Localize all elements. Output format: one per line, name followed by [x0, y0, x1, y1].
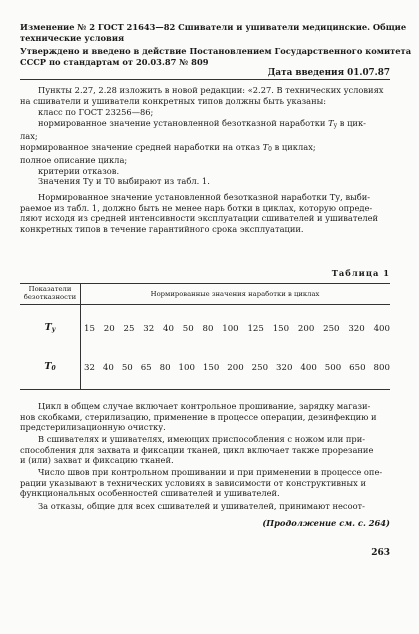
para1-line-4: конкретных типов в течение гарантийного срока эксплуатации. [20, 223, 304, 234]
table-cell: 320 [276, 363, 293, 373]
table-cell: 50 [182, 324, 194, 334]
table-row-tu-label: Tу [44, 322, 56, 333]
cycle-paragraph [20, 401, 390, 433]
table-col2-header: Нормированные значения наработки в циклах [150, 290, 320, 298]
table-column-separator [80, 283, 81, 389]
table-cell: 200 [297, 324, 315, 334]
document-header [20, 22, 407, 43]
table-cell: 200 [227, 363, 244, 373]
table-caption: Таблица 1 [331, 268, 390, 278]
para3-line-2: способления для захвата и фиксации тканей, цикл включает также прорезание [20, 444, 374, 455]
para3-line-3: и (или) захват и фиксацию тканей. [20, 455, 174, 465]
para2-line-2: нов скобками, стерилизацию, применение в процессе операции, дезинфекцию и [20, 411, 377, 422]
para4-line-1: Число швов при контрольном прошивании и при применении в процессе опе- [38, 467, 383, 477]
list-item-values: Значения Tу и T0 выбирают из табл. 1. [38, 176, 210, 186]
failures-paragraph [20, 501, 390, 512]
table-cell: 800 [373, 363, 390, 373]
para2-line-1: Цикл в общем случае включает контрольное прошивание, зарядку магази- [38, 401, 371, 411]
table-cell: 80 [202, 324, 214, 334]
table-cell: 125 [247, 324, 264, 334]
table-cell: 65 [140, 363, 152, 373]
list-item-reliability: нормированное значение установленной безотказной наработки Tу в цик- [38, 117, 366, 129]
table-bottom-rule [20, 389, 390, 390]
table-cell: 32 [84, 363, 95, 373]
stitches-paragraph [20, 467, 390, 499]
para5-line-1: За отказы, общие для всех сшивателей и ушивателей, принимают несоот- [38, 501, 365, 511]
approval-line-2: СССР по стандартам от 20.03.87 № 809 [20, 56, 209, 67]
table-cell: 20 [103, 324, 115, 334]
header-rule [20, 79, 390, 80]
table-cell: 250 [323, 324, 340, 334]
header-line-2: технические условия [20, 32, 125, 43]
table-cell: 250 [251, 363, 269, 373]
para1-line-3: ляют исходя из средней интенсивности эксплуатации сшивателей и ушивателей [20, 213, 379, 223]
table-row-t0 [84, 363, 390, 373]
para1-line-2: раемое из табл. 1, должно быть не менее нарь ботки в циклах, которую опреде- [20, 202, 373, 213]
approval-line-1: Утверждено и введено в действие Постановлением Государственного комитета [20, 46, 412, 56]
table-cell: 100 [222, 324, 239, 334]
list-item-cycle: полное описание цикла; [20, 155, 128, 165]
reliability-paragraph [20, 192, 390, 234]
table-cell: 100 [178, 363, 195, 373]
table-cell: 40 [102, 363, 114, 373]
header-line-1: Изменение № 2 ГОСТ 21643—82 Сшиватели и ушиватели медицинские. Общие [20, 22, 407, 32]
approval-block [20, 46, 412, 67]
para4-line-3: функциональных особенностей сшивателей и ушивателей. [20, 488, 280, 498]
para3-line-1: В сшивателях и ушивателях, имеющих приспособления с ножом или при- [38, 434, 366, 444]
intro-line-2: на сшиватели и ушиватели конкретных типов должны быть указаны: [20, 95, 327, 106]
continued-note: (Продолжение см. с. 264) [262, 518, 390, 528]
table-cell: 150 [202, 363, 220, 373]
requirements-list [20, 107, 390, 187]
para2-line-3: предстерилизационную очистку. [20, 422, 166, 432]
intro-line-1: Пункты 2.27, 2.28 изложить в новой редакции: «2.27. В технических условиях [38, 85, 384, 95]
table-cell: 80 [159, 363, 171, 373]
table-row-t0-label: T0 [44, 361, 56, 372]
table-cell: 400 [373, 324, 390, 334]
para1-line-1: Нормированное значение установленной безотказной наработки Tу, выби- [38, 192, 371, 202]
table-col1-header: Показатели безотказности [23, 285, 77, 301]
para4-line-2: рации указывают в технических условиях в зависимости от конструктивных и [20, 477, 366, 488]
table-cell: 50 [121, 363, 133, 373]
table-cell: 40 [163, 324, 174, 334]
effective-date: Дата введения 01.07.87 [267, 68, 390, 78]
intro-paragraph [20, 85, 390, 106]
table-cell: 25 [123, 324, 135, 334]
knife-paragraph [20, 434, 390, 466]
list-item-mtbf: нормированное значение средней наработки на отказ T0 в циклах; [20, 141, 316, 153]
table-cell: 650 [349, 363, 366, 373]
table-cell: 500 [324, 363, 342, 373]
list-item-class: класс по ГОСТ 23256—86; [38, 107, 154, 117]
list-item-reliability-cont: лах; [20, 131, 38, 141]
page-number: 263 [371, 548, 390, 558]
table-cell: 32 [143, 324, 155, 334]
list-item-criteria: критерии отказов. [38, 165, 120, 176]
table-cell: 400 [300, 363, 317, 373]
table-cell: 150 [272, 324, 290, 334]
table-cell: 15 [84, 324, 95, 334]
table-cell: 320 [348, 324, 365, 334]
table-row-tu [84, 324, 390, 334]
